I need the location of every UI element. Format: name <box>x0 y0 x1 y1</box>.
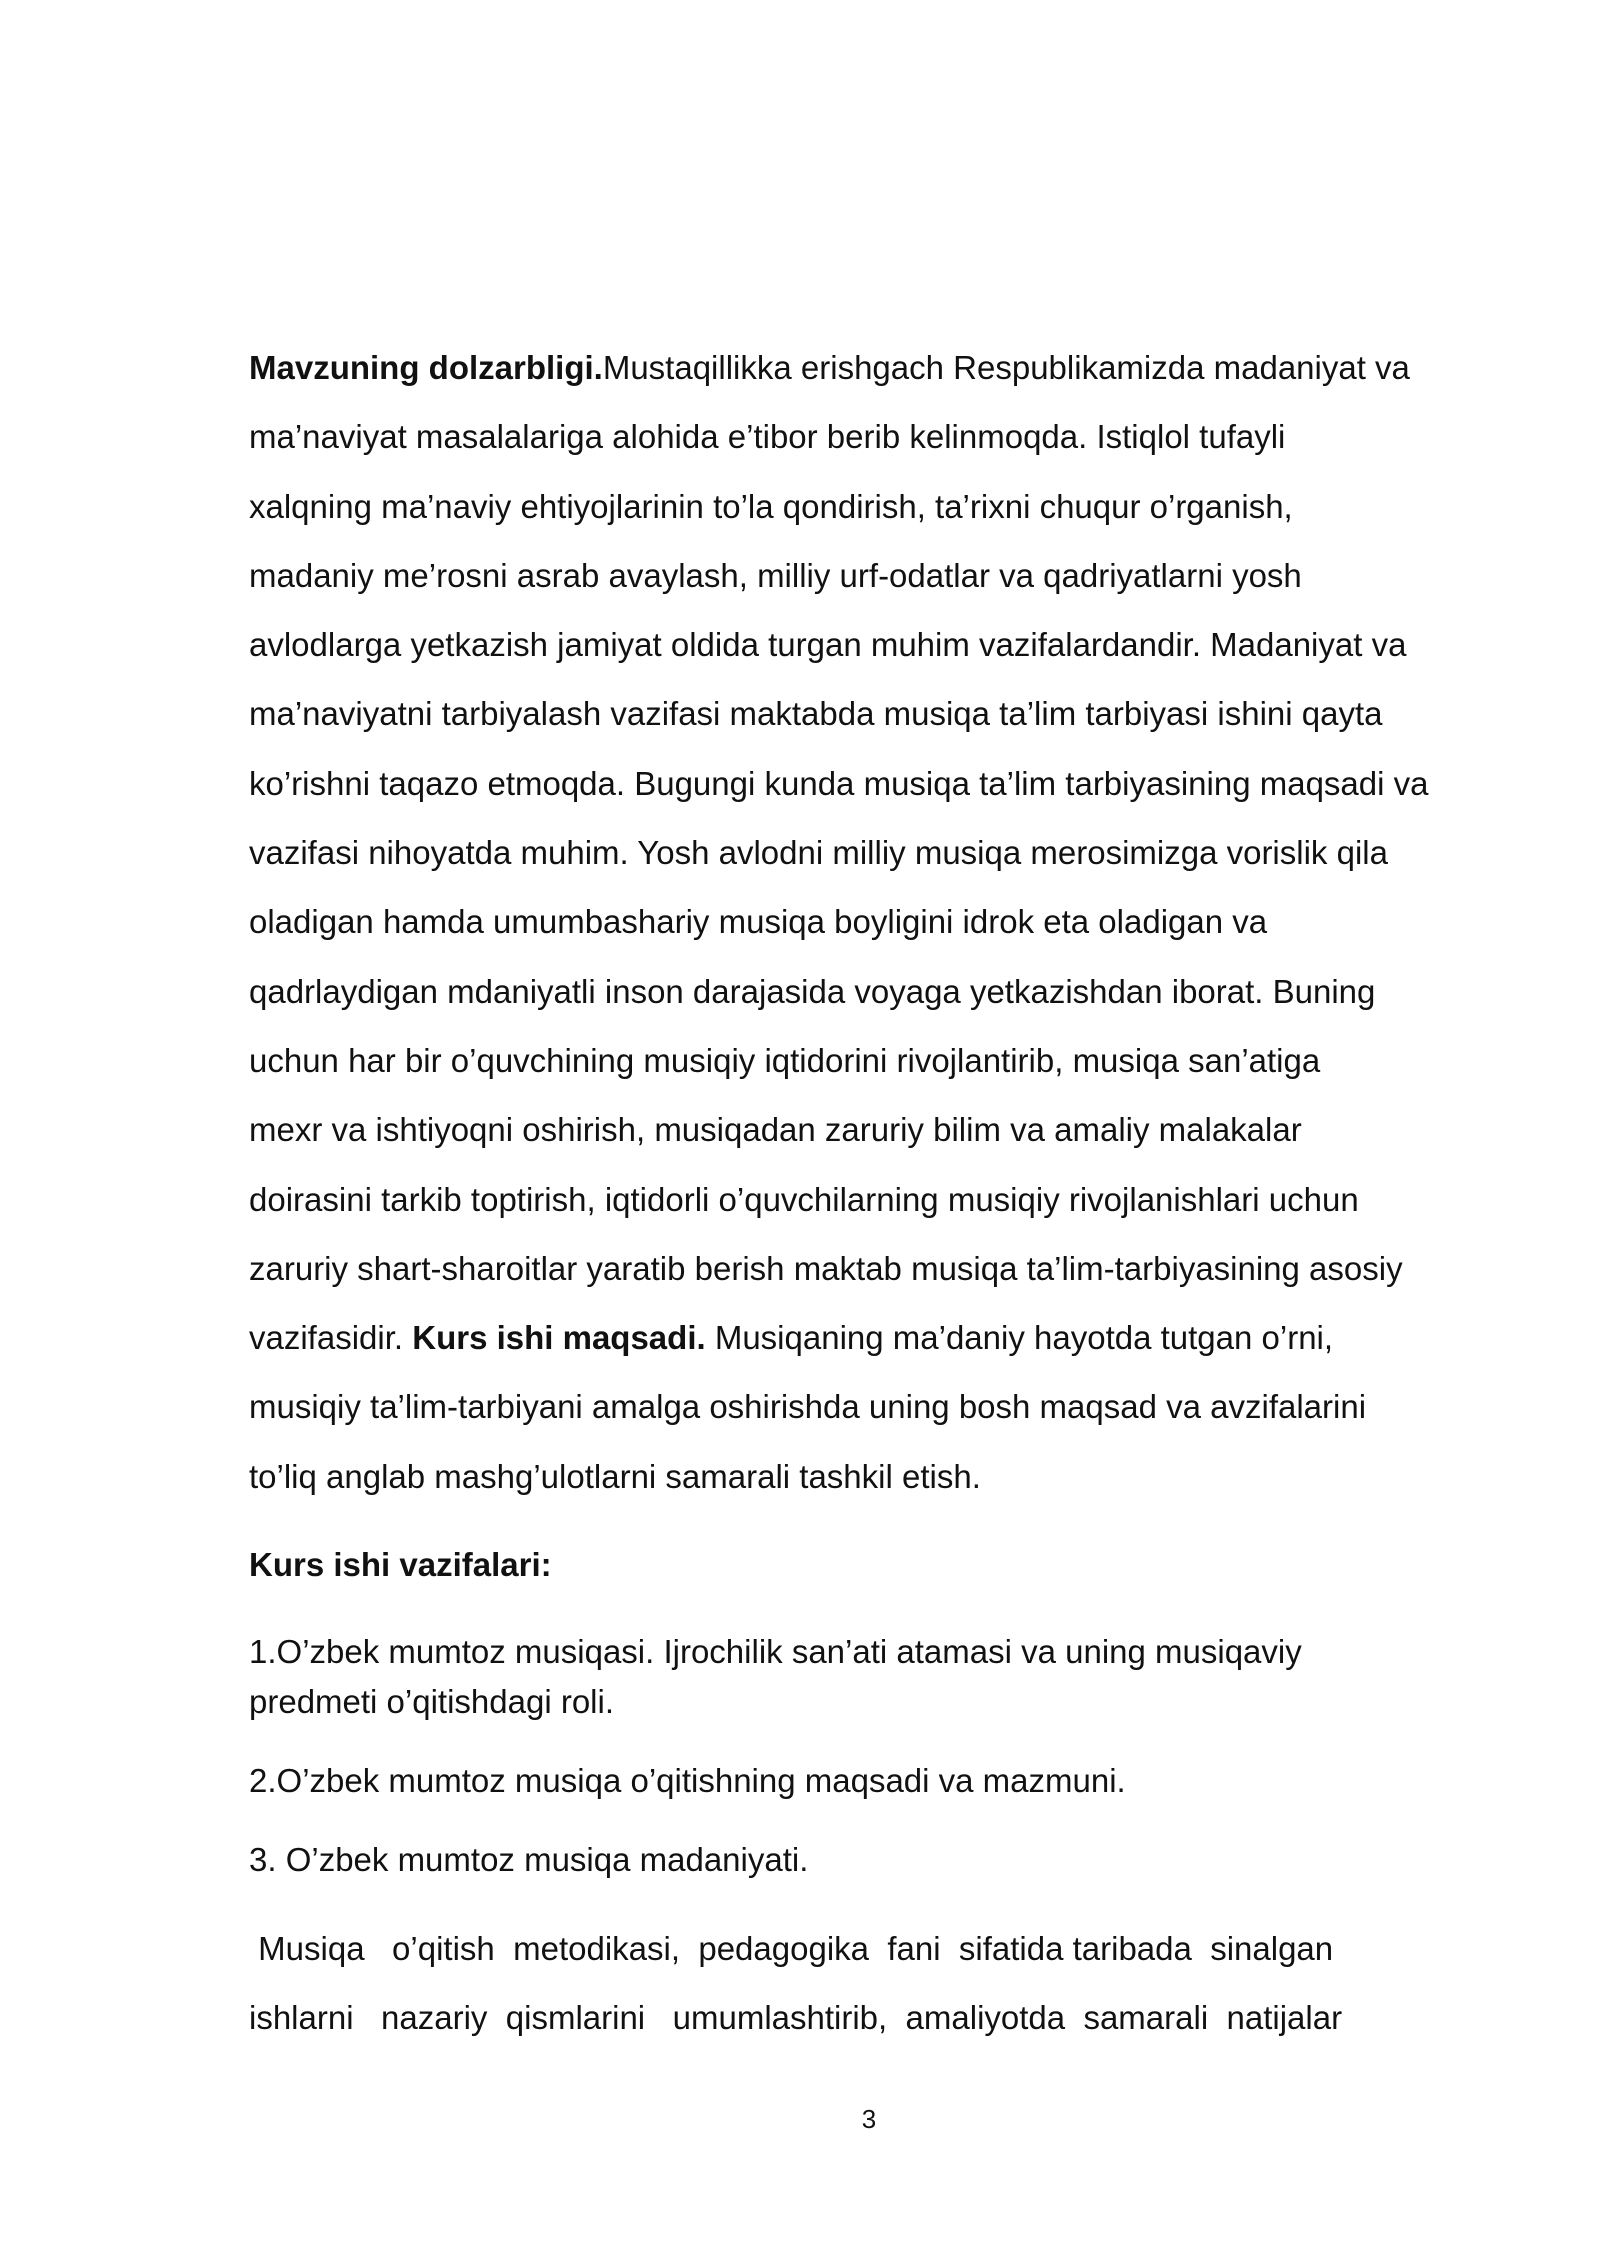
task-item-1-line-1: 1.O’zbek mumtoz musiqasi. Ijrochilik san’ati atamasi va uning musiqaviy <box>249 1633 1302 1670</box>
aim-heading: Kurs ishi maqsadi. <box>412 1319 706 1357</box>
task-item-1 <box>249 1627 1302 1727</box>
page-number: 3 <box>861 2104 877 2134</box>
task-item-1-line-2: predmeti o’qitishdagi roli. <box>249 1683 615 1720</box>
intro-line-6: ma’naviyatni tarbiyalash vazifasi maktabda musiqa ta’lim tarbiyasi ishini qayta <box>249 695 1383 733</box>
closing-paragraph <box>249 1914 1342 2052</box>
intro-line-7: ko’rishni taqazo etmoqda. Bugungi kunda musiqa ta’lim tarbiyasining maqsadi va <box>249 764 1429 802</box>
closing-line-1: Musiqa o’qitish metodikasi, pedagogika fani sifatida taribada sinalgan <box>249 1930 1334 1967</box>
intro-line-1-text: Mustaqillikka erishgach Respublikamizda madaniyat va <box>602 349 1410 386</box>
intro-line-16: musiqiy ta’lim-tarbiyani amalga oshirishda uning bosh maqsad va avzifalarini <box>249 1388 1367 1426</box>
intro-line-12: mexr va ishtiyoqni oshirish, musiqadan zaruriy bilim va amaliy malakalar <box>249 1111 1302 1149</box>
intro-line-11: uchun har bir o’quvchining musiqiy iqtidorini rivojlantirib, musiqa san’atiga <box>249 1041 1321 1079</box>
tasks-heading: Kurs ishi vazifalari: <box>249 1546 552 1583</box>
intro-line-5: avlodlarga yetkazish jamiyat oldida turgan muhim vazifalardandir. Madaniyat va <box>249 626 1407 664</box>
task-item-2: 2.O’zbek mumtoz musiqa o’qitishning maqsadi va mazmuni. <box>249 1762 1126 1799</box>
intro-line-2: ma’naviyat masalalariga alohida e’tibor berib kelinmoqda. Istiqlol tufayli <box>249 418 1286 456</box>
relevance-heading: Mavzuning dolzarbligi. <box>249 349 603 386</box>
intro-line-13: doirasini tarkib toptirish, iqtidorli o’quvchilarning musiqiy rivojlanishlari uchun <box>249 1180 1359 1218</box>
closing-line-2: ishlarni nazariy qismlarini umumlashtirib, amaliyotda samarali natijalar <box>249 1999 1343 2036</box>
intro-line-10: qadrlaydigan mdaniyatli inson darajasida voyaga yetkazishdan iborat. Buning <box>249 972 1376 1010</box>
intro-line-1 <box>249 338 1504 407</box>
intro-paragraph <box>249 338 1504 1516</box>
intro-line-4: madaniy me’rosni asrab avaylash, milliy urf-odatlar va qadriyatlarni yosh <box>249 556 1302 594</box>
intro-line-9: oladigan hamda umumbashariy musiqa boyligini idrok eta oladigan va <box>249 903 1268 941</box>
intro-line-15 <box>249 1308 1504 1377</box>
intro-line-14: zaruriy shart-sharoitlar yaratib berish maktab musiqa ta’lim-tarbiyasining asosiy <box>249 1249 1403 1287</box>
task-item-3: 3. O’zbek mumtoz musiqa madaniyati. <box>249 1841 809 1878</box>
intro-line-15-start: vazifasidir. <box>249 1319 413 1357</box>
intro-line-8: vazifasi nihoyatda muhim. Yosh avlodni milliy musiqa merosimizga vorislik qila <box>249 834 1388 872</box>
intro-line-3: xalqning ma’naviy ehtiyojlarinin to’la qondirish, ta’rixni chuqur o’rganish, <box>249 487 1293 525</box>
intro-line-15-end: Musiqaning ma’daniy hayotda tutgan o’rni, <box>705 1319 1334 1357</box>
intro-line-17: to’liq anglab mashg’ulotlarni samarali tashkil etish. <box>249 1457 981 1495</box>
